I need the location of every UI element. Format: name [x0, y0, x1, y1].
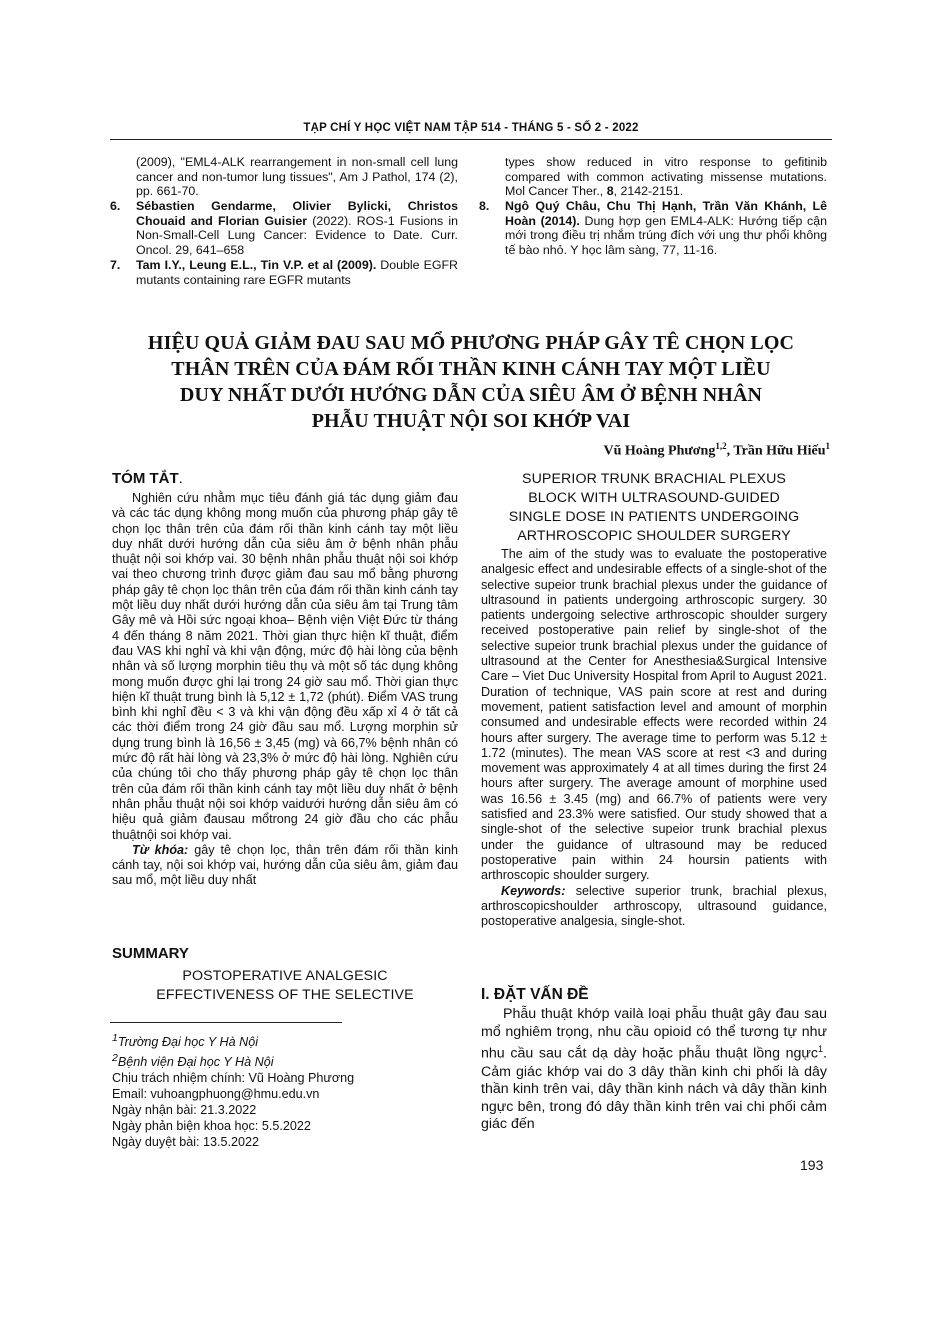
tomtat-text: Nghiên cứu nhằm mục tiêu đánh giá tác dụng giảm đau và các tác dụng không mong muốn của phương pháp gây tê chọn lọc thân trên của đám rối thần kinh cánh tay một liều duy nhất dưới hướng dẫn của siêu âm ở bệnh nhân phẫu thuật nội soi khớp vai. 30 bệnh nhân phẫu thuật nội soi khớp vai theo chương trình được giảm đau sau mổ bằng phương pháp gây tê chọn lọc thân trên của đám rối thần kinh cánh tay một liều duy nhất dưới hướng dẫn của siêu âm tại Trung tâm Gây mê và Hồi sức ngoại khoa– Bệnh viện Việt Đức từ tháng 4 đến tháng 8 năm 2021. Thời gian thực hiện kĩ thuật, điểm đau VAS khi nghỉ và khi vận động, mức độ hài lòng của bệnh nhân và số lượng morphin tiêu thụ và một số tác dụng không mong muốn được ghi lại trong 24 giờ sau mổ. Thời gian thực hiện kĩ thuật trung bình là 5,12 ± 1,72 (phút). Điểm VAS trung bình khi nghỉ đều < 3 và khi vận động đều xấp xỉ 4 ở tất cả các thời điểm trong 24 giờ đầu sau mổ. Lượng morphin sử dụng trung bình là 16,56 ± 3,45 (mg) và 66,7% bệnh nhân có mức độ rất hài lòng và 23,3% ở mức độ hài lòng. Nghiên cứu của chúng tôi cho thấy phương pháp gây tê chọn lọc thân trên của đám rối thần kinh cánh tay một liều duy nhất ở bệnh nhân phẫu thuật nội soi khớp vaidưới hướng dẫn siêu âm có hiệu quả giảm đausau mổtrong 24 giờ đầu cho các phẫu thuậtnội soi khớp vai.	[112, 491, 458, 842]
affiliation-2-marker: 2	[112, 1052, 118, 1065]
author-2: Trần Hữu Hiếu	[733, 443, 826, 459]
reference-7-text: Double EGFR mutants containing rare EGFR mutants	[136, 258, 458, 287]
summary-keywords-label: Keywords:	[501, 883, 566, 898]
title-line-4: PHẪU THUẬT NỘI SOI KHỚP VAI	[311, 410, 631, 432]
summary-title-line-3: SUPERIOR TRUNK BRACHIAL PLEXUS	[522, 471, 786, 487]
page-number: 193	[800, 1157, 824, 1173]
journal-header: TẠP CHÍ Y HỌC VIỆT NAM TẬP 514 - THÁNG 5 - SỐ 2 - 2022	[303, 122, 639, 134]
affiliation-2-text: Bệnh viện Đại học Y Hà Nội	[117, 1055, 274, 1070]
tomtat-heading-text: TÓM TẮT	[112, 470, 179, 487]
summary-title-line-2: EFFECTIVENESS OF THE SELECTIVE	[156, 987, 414, 1003]
summary-keywords: selective superior trunk, brachial plexus, arthroscopicshoulder arthroscopy, ultrasound guidance, postoperative analgesia, single-shot.	[481, 883, 827, 929]
reference-8-text: Dung hợp gen EML4-ALK: Hướng tiếp cận mới trong điều trị nhắm trúng đích với ung thư phổi không tế bào nhỏ. Y học lâm sàng, 77, 11-16.	[505, 213, 827, 257]
reference-6-authors: Sébastien Gendarme, Olivier Bylicki, Christos Chouaid and Florian Guisier	[136, 199, 458, 228]
summary-title-line-6: ARTHROSCOPIC SHOULDER SURGERY	[517, 528, 791, 544]
summary-heading: SUMMARY	[112, 945, 189, 962]
tomtat-body	[112, 491, 458, 889]
reference-7-cont-text: types show reduced in vitro response to gefitinib compared with common activating missense mutations. Mol Cancer Ther.,	[505, 155, 827, 199]
tomtat-keywords-label: Từ khóa:	[132, 842, 189, 857]
footnotes	[112, 1030, 458, 1150]
reference-6-number: 6.	[110, 199, 121, 213]
title-line-1: HIỆU QUẢ GIẢM ĐAU SAU MỔ PHƯƠNG PHÁP GÂY TÊ CHỌN LỌC	[147, 332, 795, 354]
intro-citation: 1	[818, 1044, 824, 1055]
tomtat-keywords: gây tê chọn lọc, thân trên đám rối thần kinh cánh tay, nội soi khớp vai, hướng dẫn của siêu âm, giảm đau sau mổ, một liều duy nhất	[112, 842, 458, 888]
author-1: Vũ Hoàng Phương	[603, 443, 716, 459]
affiliation-2	[112, 1050, 458, 1070]
summary-title-left	[112, 967, 458, 1005]
reference-7-continuation	[505, 155, 827, 199]
reference-7-pages: , 2142-2151.	[613, 184, 684, 199]
reference-8	[479, 199, 827, 257]
reference-8-authors: Ngô Quý Châu, Chu Thị Hạnh, Trần Văn Khánh, Lê Hoàn (2014).	[505, 199, 827, 228]
intro-text-a: Phẫu thuật khớp vailà loại phẫu thuật gây đau sau mổ nghiêm trọng, nhu cầu opioid có thể tương tự như nhu cầu sau cắt dạ dày hoặc phẫu thuật lồng ngực	[481, 1006, 827, 1062]
summary-title-right	[481, 470, 827, 546]
summary-title-line-4: BLOCK WITH ULTRASOUND-GUIDED	[528, 490, 780, 506]
email: Email: vuhoangphuong@hmu.edu.vn	[112, 1087, 320, 1102]
author-2-affiliation: 1	[825, 441, 830, 451]
summary-title-line-1: POSTOPERATIVE ANALGESIC	[182, 968, 388, 984]
corresponding-author: Chịu trách nhiệm chính: Vũ Hoàng Phương	[112, 1071, 355, 1086]
date-accepted: Ngày duyệt bài: 13.5.2022	[112, 1135, 260, 1150]
reference-5-continuation: (2009), "EML4-ALK rearrangement in non-small cell lung cancer and non-tumor lung tissues", Am J Pathol, 174 (2), pp. 661-70.	[136, 155, 458, 199]
title-line-3: DUY NHẤT DƯỚI HƯỚNG DẪN CỦA SIÊU ÂM Ở BỆNH NHÂN	[179, 384, 763, 406]
intro-body	[481, 1006, 827, 1134]
reference-7	[110, 258, 458, 287]
intro-heading: I. ĐẶT VẤN ĐỀ	[481, 986, 589, 1003]
summary-text: The aim of the study was to evaluate the postoperative analgesic effect and undesirable effects of a single-shot of the selective supeior trunk brachial plexus under the guidance of ultrasound in patients undergoing arthroscopic surgery. 30 patients undergoing selective arthroscopic shoulder surgery received postoperative pain relief by single-shot of the selective supeior trunk brachial plexus under the guidance of ultrasound at the Center for Anesthesia&Surgical Intensive Care – Viet Duc University Hospital from April to August 2021. Duration of technique, VAS pain score at rest and during movement, patient satisfaction level and amount of morphin consumed and undesirable effects were recorded within 24 hours after surgery. The average time to perform was 5.12 ± 1.72 (minutes). The mean VAS score at rest <3 and during movement was approximately 4 at all times during the first 24 hours after surgery. The average amount of morphine used was 16.56 ± 3.45 (mg) and 66.7% of patients were very satisfied and 23.3% were satisfied. Our study showed that a single-shot of the selective supeior trunk brachial plexus under the guidance of ultrasound may be reduced postoperative pain within 24 hoursin patients with arthroscopic shoulder surgery.	[481, 547, 827, 883]
reference-6-text: (2022). ROS-1 Fusions in Non-Small-Cell Lung Cancer: Evidence to Date. Curr. Oncol. 29, 641–658	[136, 213, 458, 257]
author-separator: ,	[726, 443, 734, 459]
header-rule	[110, 139, 832, 140]
affiliation-1	[112, 1030, 458, 1050]
reference-7-volume: 8	[606, 184, 614, 199]
article-title	[110, 330, 832, 434]
intro-text-b: . Cảm giác khớp vai do 3 dây thần kinh chi phối là dây thần kinh trên vai, dây thần kinh nách và dây thần kinh ngực bên, trong đó dây thần kinh trên vai chi phối cảm giác đến	[481, 1045, 827, 1133]
summary-body	[481, 547, 827, 929]
reference-7-number: 7.	[110, 258, 121, 272]
reference-7-authors: Tam I.Y., Leung E.L., Tin V.P. et al (2009).	[136, 258, 377, 272]
footnote-rule	[110, 1022, 342, 1023]
date-received: Ngày nhận bài: 21.3.2022	[112, 1103, 257, 1118]
title-line-2: THÂN TRÊN CỦA ĐÁM RỐI THẦN KINH CÁNH TAY MỘT LIỀU	[171, 358, 771, 380]
summary-title-line-5: SINGLE DOSE IN PATIENTS UNDERGOING	[508, 509, 800, 525]
affiliation-1-text: Trường Đại học Y Hà Nội	[117, 1035, 259, 1050]
tomtat-heading-dot: .	[178, 470, 183, 487]
author-1-affiliation: 1,2	[715, 441, 727, 451]
tomtat-heading	[112, 470, 183, 487]
affiliation-1-marker: 1	[112, 1032, 118, 1044]
reference-6	[110, 199, 458, 257]
reference-8-number: 8.	[479, 199, 490, 213]
date-reviewed: Ngày phản biện khoa học: 5.5.2022	[112, 1119, 311, 1134]
author-line	[603, 441, 830, 460]
